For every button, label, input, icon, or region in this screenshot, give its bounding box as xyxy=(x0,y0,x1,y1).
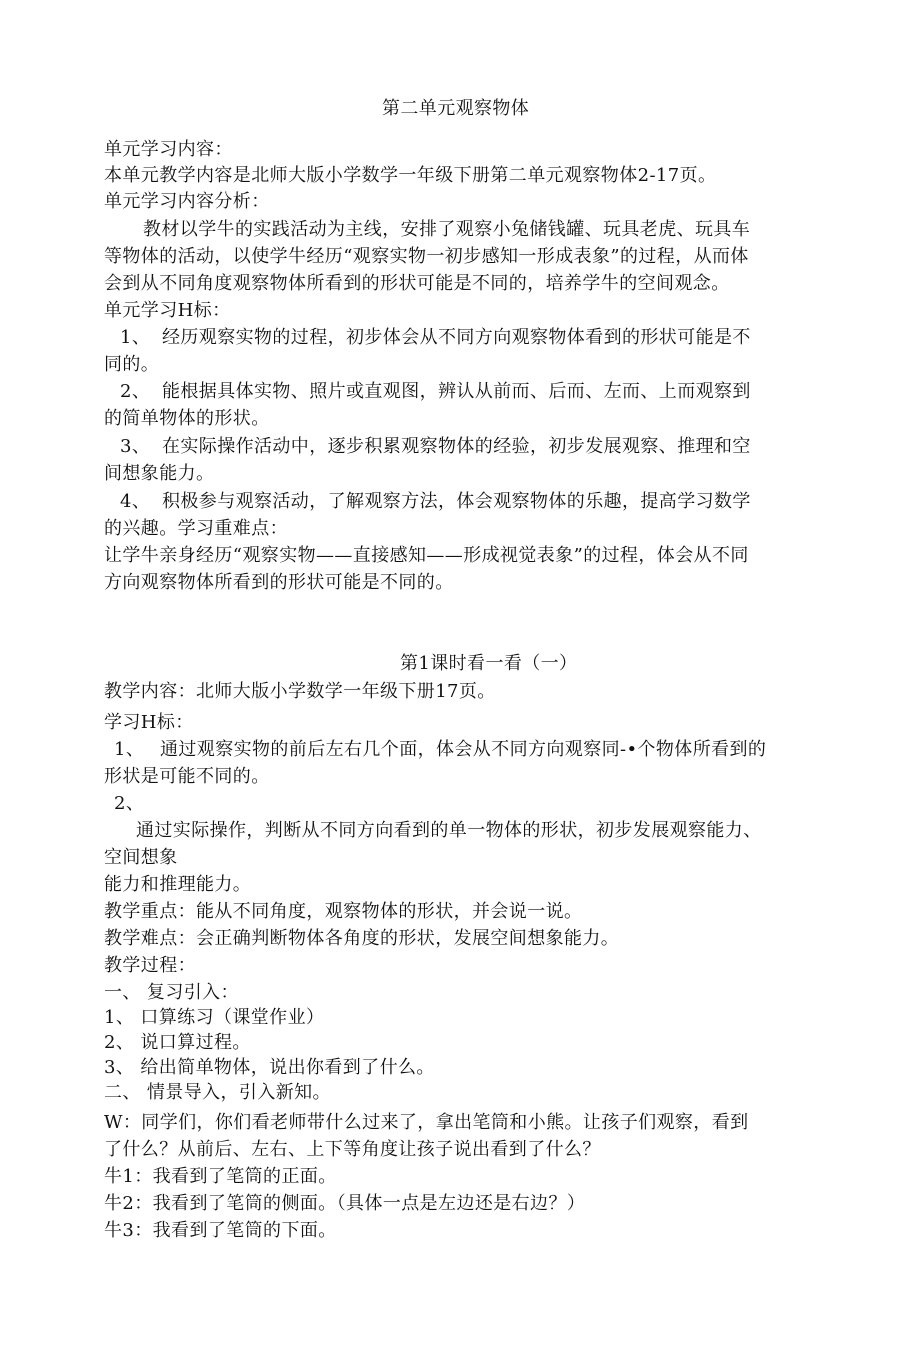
process-step: 3、 给出简单物体，说出你看到了什么。 xyxy=(104,1057,435,1078)
analysis-line: 等物体的活动，以使学牛经历“观察实物一初步感知一形成表象”的过程，从而体 xyxy=(104,246,749,267)
analysis-line: 教材以学牛的实践活动为主线，安排了观察小兔储钱罐、玩具老虎、玩具车 xyxy=(143,219,751,240)
student-line: 牛1：我看到了笔筒的正面。 xyxy=(104,1166,337,1187)
process-step: 1、 口算练习（课堂作业） xyxy=(104,1007,325,1028)
goal-text: 积极参与观察活动，了解观察方法，体会观察物体的乐趣，提高学习数学 xyxy=(162,491,751,512)
lesson-goal-heading: 学习H标： xyxy=(104,712,194,733)
goal-text: 能根据具体实物、照片或直观图，辨认从前而、后而、左而、上而观察到 xyxy=(162,381,751,402)
key-difficulty-line: 方向观察物体所看到的形状可能是不同的。 xyxy=(104,572,454,593)
content-heading: 单元学习内容： xyxy=(104,139,233,160)
lesson-title: 第1课时看一看（一） xyxy=(400,653,578,674)
goal-text: 的简单物体的形状。 xyxy=(104,408,270,429)
process-heading: 教学过程： xyxy=(104,955,196,976)
goal-number: 2、 xyxy=(120,381,151,402)
key-difficulty-line: 让学牛亲身经历“观察实物——直接感知——形成视觉表象”的过程，体会从不同 xyxy=(104,545,749,566)
lesson-content: 教学内容：北师大版小学数学一年级下册17页。 xyxy=(104,681,496,702)
goal-text: 能力和推理能力。 xyxy=(104,874,252,895)
goal-number: 1、 xyxy=(114,739,145,760)
goal-number: 2、 xyxy=(114,793,145,814)
goal-number: 1、 xyxy=(120,327,151,348)
section-heading: 二、 情景导入，引入新知。 xyxy=(104,1082,331,1103)
student-line: 牛3：我看到了笔筒的下面。 xyxy=(104,1220,337,1241)
teacher-line: 了什么？从前后、左右、上下等角度让孩子说出看到了什么？ xyxy=(104,1139,601,1160)
analysis-line: 会到从不同角度观察物体所看到的形状可能是不同的，培养学牛的空间观念。 xyxy=(104,273,730,294)
goal-text: 在实际操作活动中，逐步积累观察物体的经验，初步发展观察、推理和空 xyxy=(162,436,751,457)
section-heading: 一、 复习引入： xyxy=(104,982,239,1003)
goal-text: 通过观察实物的前后左右几个面，体会从不同方向观察同-•个物体所看到的 xyxy=(160,739,767,760)
analysis-heading: 单元学习内容分析： xyxy=(104,191,270,212)
difficulty-point: 教学难点：会正确判断物体各角度的形状，发展空间想象能力。 xyxy=(104,928,620,949)
process-step: 2、 说口算过程。 xyxy=(104,1032,251,1053)
goal-text: 空间想象 xyxy=(104,847,178,868)
goal-text: 间想象能力。 xyxy=(104,463,215,484)
goal-text: 经历观察实物的过程，初步体会从不同方向观察物体看到的形状可能是不 xyxy=(162,327,751,348)
goal-number: 3、 xyxy=(120,436,151,457)
student-line: 牛2：我看到了笔筒的侧面。（具体一点是左边还是右边？） xyxy=(104,1193,586,1214)
unit-title: 第二单元观察物体 xyxy=(382,98,530,119)
goal-text: 的兴趣。学习重难点： xyxy=(104,518,288,539)
goal-text: 同的。 xyxy=(104,354,160,375)
goal-text: 形状是可能不同的。 xyxy=(104,766,270,787)
goals-heading: 单元学习H标： xyxy=(104,300,231,321)
goal-number: 4、 xyxy=(120,491,151,512)
teacher-line: W：同学们，你们看老师带什么过来了，拿出笔筒和小熊。让孩子们观察，看到 xyxy=(104,1112,749,1133)
key-point: 教学重点：能从不同角度，观察物体的形状，并会说一说。 xyxy=(104,901,583,922)
goal-text: 通过实际操作，判断从不同方向看到的单一物体的形状，初步发展观察能力、 xyxy=(136,820,762,841)
content-text: 本单元教学内容是北师大版小学数学一年级下册第二单元观察物体2-17页。 xyxy=(104,165,717,186)
